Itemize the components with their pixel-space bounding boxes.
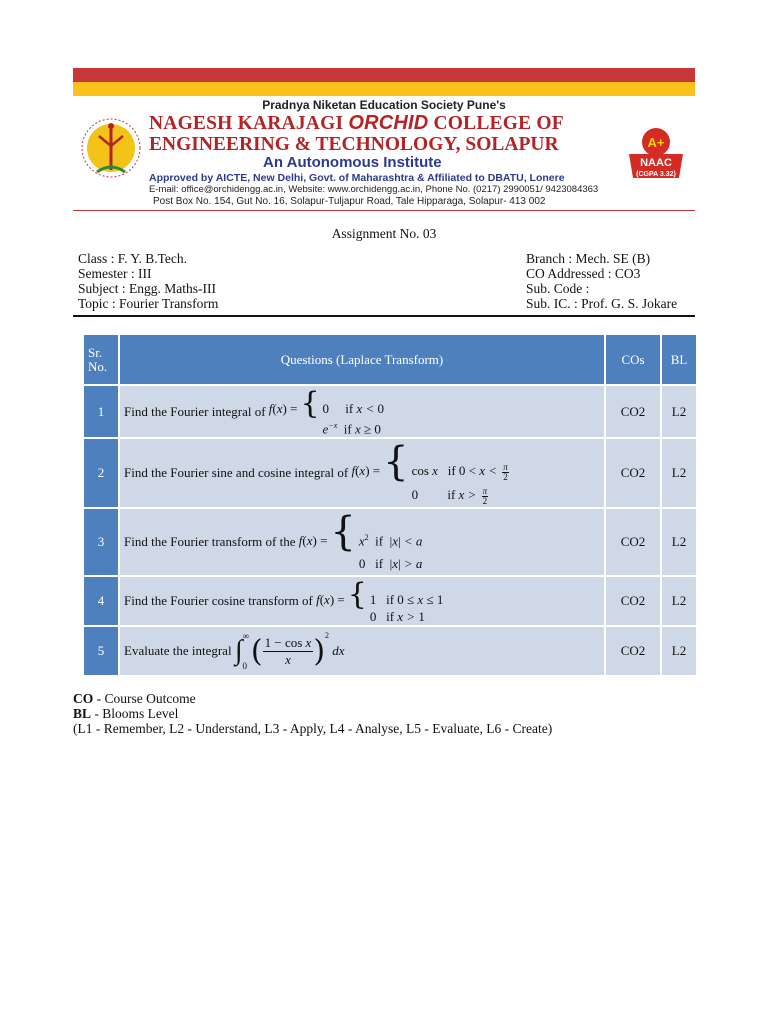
header-cos: COs bbox=[606, 335, 660, 384]
table-row bbox=[84, 386, 696, 437]
question-text: Find the Fourier cosine transform of bbox=[124, 593, 313, 609]
address-line: Post Box No. 154, Gut No. 16, Solapur-Tuljapur Road, Tale Hipparaga, Solapur- 413 002 bbox=[153, 196, 546, 207]
svg-text:NAAC: NAAC bbox=[640, 157, 672, 169]
topic-field: Topic : Fourier Transform bbox=[78, 296, 219, 311]
society-name: Pradnya Niketan Education Society Pune's bbox=[262, 98, 506, 112]
row-question bbox=[120, 509, 604, 575]
subject-field: Subject : Engg. Maths-III bbox=[78, 281, 216, 296]
row-bl: L2 bbox=[662, 386, 696, 437]
legend-levels: (L1 - Remember, L2 - Understand, L3 - Apply, L4 - Analyse, L5 - Evaluate, L6 - Create) bbox=[73, 721, 553, 736]
question-formula: f(x) = { 0 if x < 0 $e^{-x}$ if x ≥ 0 bbox=[265, 386, 385, 437]
header-red-band bbox=[73, 68, 695, 82]
questions-table bbox=[82, 333, 698, 677]
header-questions: Questions (Laplace Transform) bbox=[120, 335, 604, 384]
table-header-row bbox=[84, 335, 696, 384]
question-formula: f(x) = { 1 if 0 ≤ x ≤ 1 0 if x > 1 bbox=[312, 577, 444, 625]
table-row bbox=[84, 439, 696, 507]
contact-line: E-mail: office@orchidengg.ac.in, Website: www.orchidengg.ac.in, Phone No. (0217) 2990051/ 9423084363 bbox=[149, 184, 599, 195]
row-co: CO2 bbox=[606, 627, 660, 675]
svg-text:A+: A+ bbox=[647, 135, 665, 150]
row-bl: L2 bbox=[662, 509, 696, 575]
header-bl: BL bbox=[662, 335, 696, 384]
semester-field: Semester : III bbox=[78, 266, 152, 281]
autonomous-label: An Autonomous Institute bbox=[263, 154, 442, 171]
branch-field: Branch : Mech. SE (B) bbox=[526, 251, 651, 266]
naac-badge-icon bbox=[625, 126, 687, 180]
header-sr-no: Sr. No. bbox=[84, 335, 118, 384]
row-co: CO2 bbox=[606, 577, 660, 625]
meta-right bbox=[526, 251, 677, 311]
meta-left bbox=[78, 251, 218, 311]
row-co: CO2 bbox=[606, 439, 660, 507]
row-sr: 4 bbox=[84, 577, 118, 625]
row-co: CO2 bbox=[606, 386, 660, 437]
question-text: Find the Fourier transform of the bbox=[124, 534, 296, 550]
row-sr: 1 bbox=[84, 386, 118, 437]
question-text: Find the Fourier sine and cosine integral of bbox=[124, 465, 349, 481]
row-bl: L2 bbox=[662, 439, 696, 507]
question-text: Evaluate the integral bbox=[124, 643, 232, 659]
svg-text:(CGPA 3.32): (CGPA 3.32) bbox=[636, 171, 676, 178]
college-name-line2: ENGINEERING & TECHNOLOGY, SOLAPUR bbox=[149, 134, 559, 155]
question-formula: f(x) ={ $x^2$ if |x| < a 0 if |x| > a bbox=[295, 509, 423, 572]
table-row bbox=[84, 577, 696, 625]
class-field: Class : F. Y. B.Tech. bbox=[78, 251, 187, 266]
row-sr: 5 bbox=[84, 627, 118, 675]
college-logo-icon bbox=[79, 114, 143, 186]
table-row bbox=[84, 509, 696, 575]
row-bl: L2 bbox=[662, 577, 696, 625]
question-formula: ∫ ∞ 0 ( 1 − cos x x ) $^2$ dx bbox=[234, 631, 345, 672]
sub-code-field: Sub. Code : bbox=[526, 281, 590, 296]
legend bbox=[73, 691, 552, 736]
row-sr: 2 bbox=[84, 439, 118, 507]
row-co: CO2 bbox=[606, 509, 660, 575]
co-addressed-field: CO Addressed : CO3 bbox=[526, 266, 641, 281]
section-rule bbox=[73, 315, 695, 317]
row-bl: L2 bbox=[662, 627, 696, 675]
college-name-line1: NAGESH KARAJAGI ORCHID COLLEGE OF bbox=[149, 112, 564, 134]
header-divider bbox=[73, 210, 695, 211]
row-question bbox=[120, 439, 604, 507]
row-question bbox=[120, 577, 604, 625]
question-text: Find the Fourier integral of bbox=[124, 403, 266, 419]
legend-co: CO - Course Outcome bbox=[73, 691, 196, 706]
row-question bbox=[120, 386, 604, 437]
row-question bbox=[120, 627, 604, 675]
legend-bl: BL - Blooms Level bbox=[73, 706, 179, 721]
question-formula: f(x) ={ cos x if 0 < x < $\frac{\pi}{2}$ 0 if x > $\frac{\pi}{2}$ bbox=[348, 439, 508, 506]
approval-line: Approved by AICTE, New Delhi, Govt. of Maharashtra & Affiliated to DBATU, Lonere bbox=[149, 172, 565, 184]
header-yellow-band bbox=[73, 82, 695, 96]
assignment-title: Assignment No. 03 bbox=[331, 226, 437, 241]
college-letterhead bbox=[73, 96, 695, 210]
row-sr: 3 bbox=[84, 509, 118, 575]
table-row bbox=[84, 627, 696, 675]
sub-ic-field: Sub. IC. : Prof. G. S. Jokare bbox=[526, 296, 678, 311]
